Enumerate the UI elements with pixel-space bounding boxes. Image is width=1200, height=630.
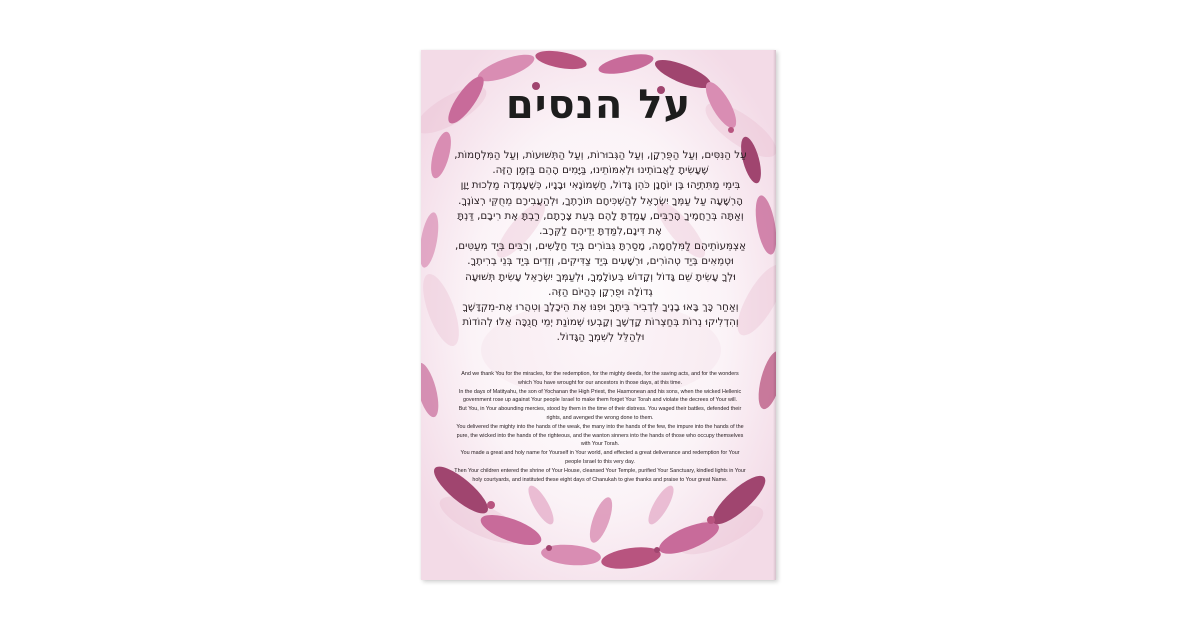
english-paragraph: And we thank You for the miracles, for the redemption, for the mighty deeds, for the saving acts, and for the wonders which You have wrought for our ancestors in those days, at this time. [461,371,739,386]
english-paragraph: You made a great and holy name for Yourself in Your world, and effected a great deliverance and redemption for Your people Israel to this very day. [460,450,740,465]
english-translation [454,370,746,484]
canvas-edge-shadow [773,50,776,580]
hebrew-paragraph: וּלְךָ עָשִׂיתָ שֵׁם גָּדוֹל וְקָדוֹשׁ בְּעוֹלָמֶךָ, וּלְעַמְּךָ יִשְׂרָאֵל עָשִׂיתָ תְּשׁוּעָה גְדוֹלָה וּפֻרְקָן כְּהַיּוֹם הַזֶּה. [465,270,736,298]
hebrew-paragraph: וְאַחַר כָּךְ בָּאוּ בָנֶיךָ לִדְבִיר בֵּיתֶךָ וּפִנּוּ אֶת הֵיכָלֶךָ וְטִהֲרוּ אֶת-מִקְדָּשֶׁךָ וְהִדְלִיקוּ נֵרוֹת בְּחַצְרוֹת קָדְשֶׁךָ וְקָבְעוּ שְׁמוֹנַת יְמֵי חֲנֻכָּה אֵלּוּ לְהוֹדוֹת וּלְהַלֵּל לְשִׁמְךָ הַגָּדוֹל. [462,301,739,344]
english-paragraph: Then Your children entered the shrine of Your House, cleansed Your Temple, purified Your Sanctuary, kindled lights in Your holy courtyards, and instituted these eight days of Chanukah to give thanks and praise to Your great Name. [454,467,746,483]
canvas-print [421,50,776,580]
hebrew-paragraph: אַצְמֵּעוֹתֵיהֶם לַמִּלְחָמָה, מָסַרְתָּ גִּבּוֹרִים בְּיַד חַלָּשִׁים, וְרַבִּים בְּיַד מְעַטִּים, וּטְמֵאִים בְּיַד טְהוֹרִים, וּרְשָׁעִים בְּיַד צַדִּיקִים, וְזֵדִים בְּיַד בְּנֵי בְרִיתֶךָ. [454,240,747,268]
hebrew-paragraph: בִּימֵי מַתִּתְיָהוּ בֶּן יוֹחָנָן כֹּהֵן גָּדוֹל, חַשְׁמוֹנָאִי וּבָנָיו, כְּשֶׁעָמְדָה מַלְכוּת יָוָן הָרְשָׁעָה עַל עַמְּךָ יִשְׂרָאֵל לְהַשְׁכִּיחָם תּוֹרָתֶךָ, וּלְהַעֲבִירָם מֵחֻקֵּי רְצוֹנֶךָ. [458,179,743,207]
english-paragraph: But You, in Your abounding mercies, stood by them in the time of their distress. You waged their battles, defended their rights, and avenged the wrong done to them. [458,406,742,421]
english-paragraph: You delivered the mighty into the hands of the weak, the many into the hands of the few, the impure into the hands of the pure, the wicked into the hands of the righteous, and the wanton sinners into the hands of those who occupy themselves with Your Torah. [456,423,744,448]
hebrew-paragraph: עַל הַנִּסִּים, וְעַל הַפֻּרְקָן, וְעַל הַגְּבוּרוֹת, וְעַל הַתְּשׁוּעוֹת, וְעַל הַמִּלְחָמוֹת, שֶׁעָשִׂיתָ לַאֲבוֹתֵינוּ וּלְאִמּוֹתֵינוּ, בַּיָּמִים הָהֵם בַּזְּמַן הַזֶּה. [454,149,747,177]
hebrew-text [453,148,748,346]
print-title: על הנסים [505,82,692,128]
hebrew-paragraph: וְאַתָּה בְּרַחֲמֶיךָ הָרַבִּים, עָמַדְתָּ לָהֶם בְּעֵת צָרָתָם, רַבְתָּ אֶת רִיבָם, דַּנְתָּ אֶת דִּינָם,לִמַּדְתָּ יְדֵיהֶם לַקְּרָב. [457,209,744,238]
english-paragraph: In the days of Matityahu, the son of Yochanan the High Priest, the Hasmonean and his sons, when the wicked Hellenic government rose up against Your people Israel to make them forget Your Torah and violate the decrees of Your will. [458,388,742,404]
